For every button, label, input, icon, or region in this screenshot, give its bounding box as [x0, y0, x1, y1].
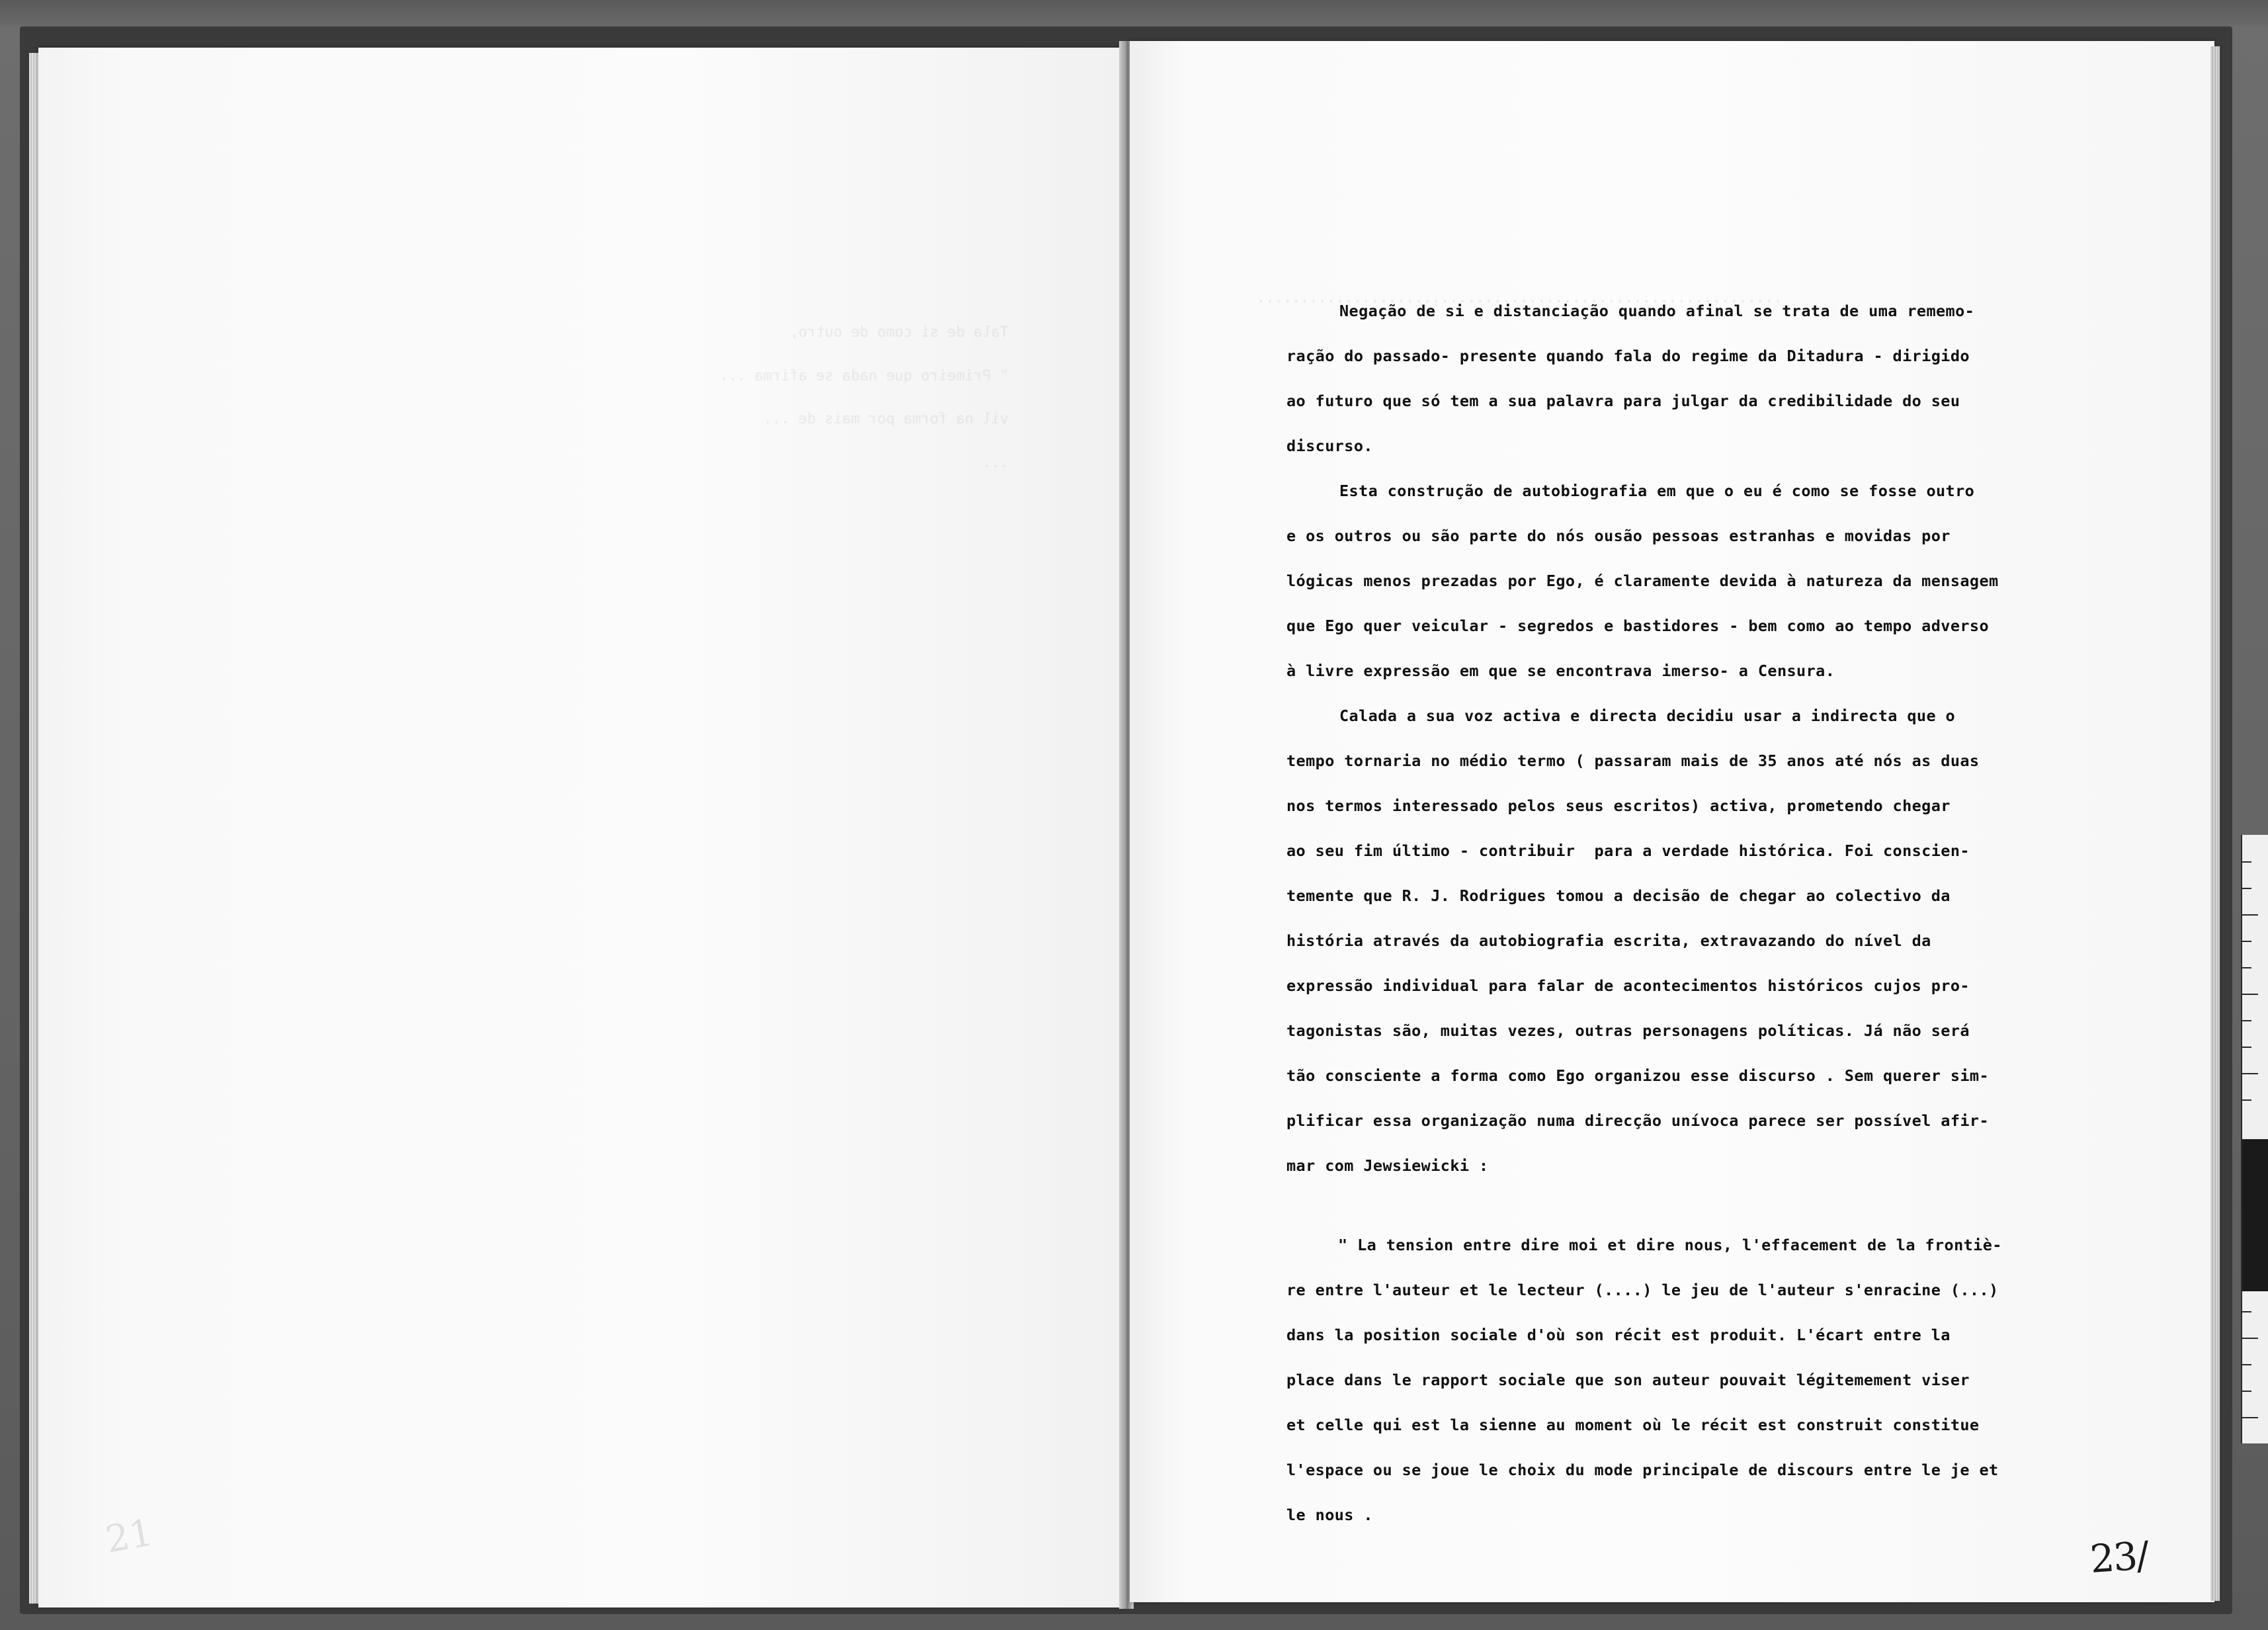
- ruler-tick: [2242, 1099, 2251, 1101]
- quote-line: l'espace ou se joue le choix du mode principale de discours entre le je et: [1286, 1461, 1999, 1479]
- scanner-top-strip: [0, 0, 2268, 26]
- text-line: tagonistas são, muitas vezes, outras personagens políticas. Já não será: [1286, 1021, 1970, 1040]
- ruler-tick: [2242, 1338, 2258, 1339]
- right-page-show-through: ............................................................: [1257, 290, 1783, 306]
- left-page-show-through: Tala de si como de outro, " Primeiro que nada se afirma ... vil na forma por mais de ... ...: [719, 324, 1009, 471]
- text-line: que Ego quer veicular - segredos e bastidores - bem como ao tempo adverso: [1286, 617, 1990, 635]
- text-line: tão consciente a forma como Ego organizou esse discurso . Sem querer sim-: [1286, 1066, 1990, 1085]
- text-line: ração do passado- presente quando fala do regime da Ditadura - dirigido: [1286, 347, 1970, 365]
- ruler-tick: [2242, 1073, 2258, 1074]
- text-line: à livre expressão em que se encontrava imerso- a Censura.: [1286, 662, 1835, 680]
- ruler-tick: [2242, 941, 2251, 942]
- text-line: e os outros ou são parte do nós ousão pessoas estranhas e movidas por: [1286, 527, 1951, 545]
- text-line: Calada a sua voz activa e directa decidiu usar a indirecta que o: [1339, 707, 1956, 725]
- ruler-tick: [2242, 861, 2251, 863]
- text-line: lógicas menos prezadas por Ego, é claramente devida à natureza da mensagem: [1286, 572, 1999, 590]
- right-page: [1130, 41, 2214, 1602]
- text-line: plificar essa organização numa direcção unívoca parece ser possível afir-: [1286, 1111, 1990, 1130]
- ruler-dark-segment: [2242, 1139, 2268, 1291]
- right-page-edges: [2210, 46, 2220, 1601]
- ruler-tick: [2242, 914, 2258, 916]
- quote-line: et celle qui est la sienne au moment où le récit est construit constitue: [1286, 1416, 1980, 1434]
- text-line: mar com Jewsiewicki :: [1286, 1156, 1489, 1175]
- ruler-tick: [2242, 888, 2251, 889]
- text-line: tempo tornaria no médio termo ( passaram mais de 35 anos até nós as duas: [1286, 751, 1980, 770]
- left-page-handwritten-mark: 21: [102, 1511, 157, 1562]
- ruler-tick: [2242, 1311, 2251, 1312]
- ruler-tick: [2242, 1417, 2258, 1418]
- handwritten-page-number: 23/: [2088, 1533, 2150, 1582]
- text-line: discurso.: [1286, 437, 1373, 455]
- quote-line: re entre l'auteur et le lecteur (....) le jeu de l'auteur s'enracine (...): [1286, 1281, 1999, 1299]
- scanner-scale-ruler: [2241, 835, 2268, 1443]
- text-line: ao futuro que só tem a sua palavra para julgar da credibilidade do seu: [1286, 392, 1960, 410]
- text-line: expressão individual para falar de acontecimentos históricos cujos pro-: [1286, 976, 1970, 995]
- quote-line: le nous .: [1286, 1506, 1373, 1524]
- ruler-tick: [2242, 1391, 2251, 1392]
- text-line: temente que R. J. Rodrigues tomou a decisão de chegar ao colectivo da: [1286, 886, 1951, 905]
- ruler-tick: [2242, 1047, 2251, 1048]
- ruler-tick: [2242, 1364, 2251, 1365]
- text-line: nos termos interessado pelos seus escritos) activa, prometendo chegar: [1286, 796, 1951, 815]
- ruler-tick: [2242, 967, 2251, 968]
- ruler-tick: [2242, 994, 2258, 995]
- text-line: Esta construção de autobiografia em que o eu é como se fosse outro: [1339, 482, 1975, 500]
- quote-line: dans la position sociale d'où son récit est produit. L'écart entre la: [1286, 1326, 1951, 1344]
- quote-line: place dans le rapport sociale que son auteur pouvait légitemement viser: [1286, 1371, 1970, 1389]
- text-line: Negação de si e distanciação quando afinal se trata de uma rememo-: [1339, 302, 1975, 320]
- ruler-tick: [2242, 1020, 2251, 1021]
- text-line: história através da autobiografia escrita, extravazando do nível da: [1286, 931, 1931, 950]
- quote-line: " La tension entre dire moi et dire nous, l'effacement de la frontiè-: [1338, 1236, 2002, 1254]
- text-line: ao seu fim último - contribuir para a verdade histórica. Foi conscien-: [1286, 841, 1970, 860]
